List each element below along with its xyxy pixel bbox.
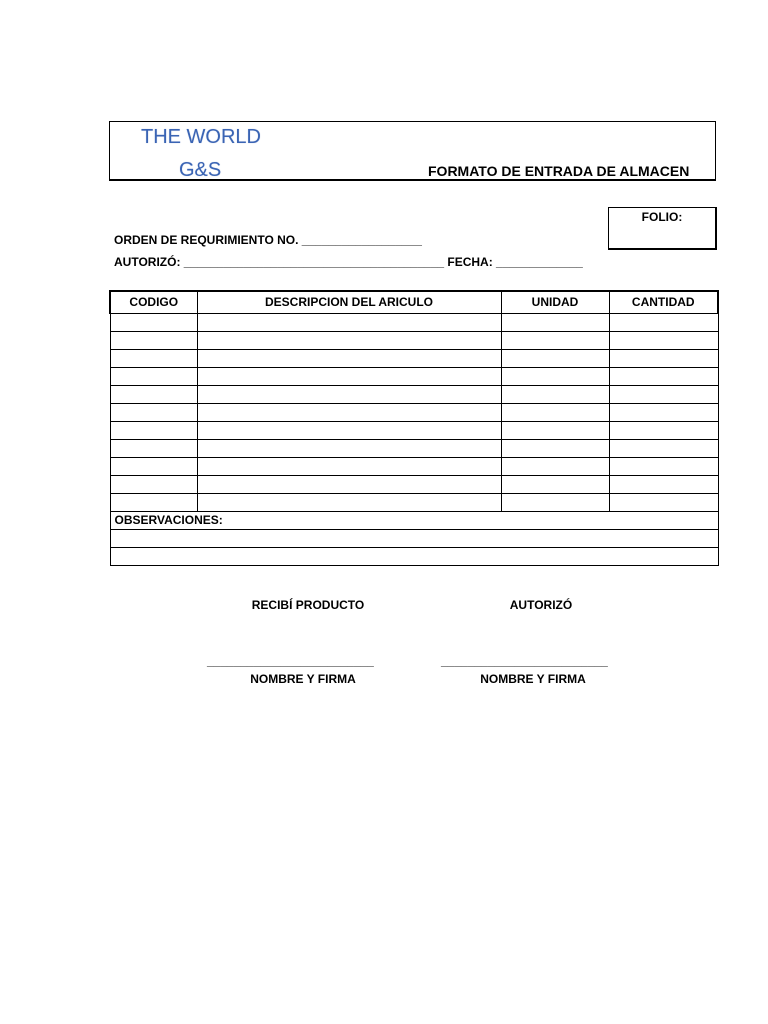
table-row — [110, 403, 718, 421]
cell-descripcion[interactable] — [197, 367, 501, 385]
cell-unidad[interactable] — [501, 367, 609, 385]
table-row — [110, 331, 718, 349]
table-row — [110, 349, 718, 367]
observaciones-line — [110, 529, 718, 547]
cell-unidad[interactable] — [501, 457, 609, 475]
table-row — [110, 493, 718, 511]
observaciones-field[interactable] — [110, 529, 718, 547]
cell-unidad[interactable] — [501, 349, 609, 367]
cell-descripcion[interactable] — [197, 313, 501, 331]
cell-unidad[interactable] — [501, 313, 609, 331]
cell-codigo[interactable] — [110, 475, 197, 493]
document-title: FORMATO DE ENTRADA DE ALMACEN — [428, 163, 690, 179]
cell-descripcion[interactable] — [197, 475, 501, 493]
cell-cantidad[interactable] — [609, 367, 718, 385]
cell-codigo[interactable] — [110, 421, 197, 439]
autorizo-nombre-firma-caption: NOMBRE Y FIRMA — [480, 672, 586, 686]
cell-cantidad[interactable] — [609, 403, 718, 421]
cell-cantidad[interactable] — [609, 331, 718, 349]
table-row — [110, 367, 718, 385]
cell-unidad[interactable] — [501, 421, 609, 439]
orden-requerimiento-field[interactable]: ORDEN DE REQURIMIENTO NO. __________________ — [114, 233, 422, 247]
column-header-unidad: UNIDAD — [501, 291, 609, 313]
cell-descripcion[interactable] — [197, 457, 501, 475]
cell-descripcion[interactable] — [197, 493, 501, 511]
cell-descripcion[interactable] — [197, 403, 501, 421]
autorizo-signature-line[interactable]: _________________________ — [441, 654, 608, 668]
cell-descripcion[interactable] — [197, 349, 501, 367]
table-row — [110, 475, 718, 493]
cell-cantidad[interactable] — [609, 439, 718, 457]
cell-descripcion[interactable] — [197, 385, 501, 403]
table-row — [110, 457, 718, 475]
observaciones-line — [110, 547, 718, 565]
autorizo-fecha-field[interactable]: AUTORIZÓ: _______________________________________ FECHA: _____________ — [114, 255, 583, 269]
folio-label: FOLIO: — [641, 210, 683, 224]
cell-codigo[interactable] — [110, 403, 197, 421]
items-table — [109, 290, 719, 566]
logo-line-1: THE WORLD — [141, 126, 261, 148]
cell-cantidad[interactable] — [609, 385, 718, 403]
cell-codigo[interactable] — [110, 385, 197, 403]
column-header-descripcion: DESCRIPCION DEL ARICULO — [197, 291, 501, 313]
cell-codigo[interactable] — [110, 367, 197, 385]
cell-codigo[interactable] — [110, 439, 197, 457]
logo-line-2: G&S — [179, 159, 222, 181]
cell-unidad[interactable] — [501, 385, 609, 403]
column-header-cantidad: CANTIDAD — [609, 291, 718, 313]
recibi-producto-title: RECIBÍ PRODUCTO — [251, 598, 365, 612]
cell-cantidad[interactable] — [609, 313, 718, 331]
table-row — [110, 439, 718, 457]
cell-unidad[interactable] — [501, 331, 609, 349]
column-header-codigo: CODIGO — [110, 291, 197, 313]
observaciones-label: OBSERVACIONES: — [110, 511, 718, 529]
cell-descripcion[interactable] — [197, 439, 501, 457]
table-header-row — [110, 291, 718, 313]
cell-cantidad[interactable] — [609, 421, 718, 439]
cell-cantidad[interactable] — [609, 493, 718, 511]
table-row — [110, 385, 718, 403]
recibi-nombre-firma-caption: NOMBRE Y FIRMA — [250, 672, 356, 686]
cell-descripcion[interactable] — [197, 331, 501, 349]
cell-codigo[interactable] — [110, 331, 197, 349]
cell-cantidad[interactable] — [609, 475, 718, 493]
cell-cantidad[interactable] — [609, 349, 718, 367]
cell-unidad[interactable] — [501, 493, 609, 511]
table-row — [110, 421, 718, 439]
cell-codigo[interactable] — [110, 313, 197, 331]
cell-unidad[interactable] — [501, 475, 609, 493]
autorizo-title: AUTORIZÓ — [509, 598, 573, 612]
cell-cantidad[interactable] — [609, 457, 718, 475]
cell-descripcion[interactable] — [197, 421, 501, 439]
cell-unidad[interactable] — [501, 439, 609, 457]
table-row — [110, 313, 718, 331]
observaciones-row — [110, 511, 718, 529]
observaciones-field[interactable] — [110, 547, 718, 565]
folio-box — [608, 207, 717, 250]
cell-codigo[interactable] — [110, 493, 197, 511]
recibi-signature-line[interactable]: _________________________ — [207, 654, 374, 668]
cell-unidad[interactable] — [501, 403, 609, 421]
cell-codigo[interactable] — [110, 457, 197, 475]
cell-codigo[interactable] — [110, 349, 197, 367]
